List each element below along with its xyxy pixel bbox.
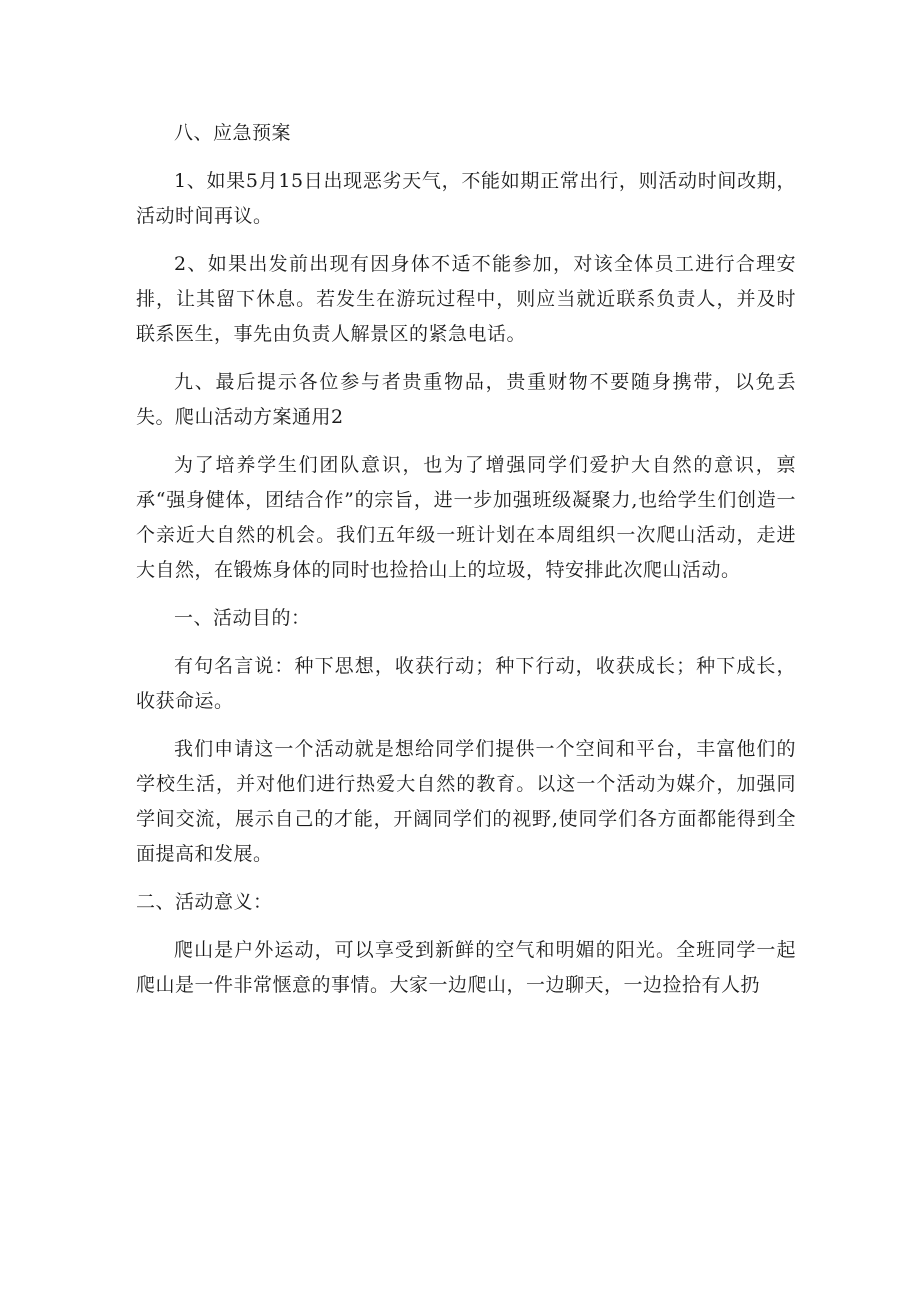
paragraph-final-reminder: 九、最后提示各位参与者贵重物品，贵重财物不要随身携带，以免丢失。爬山活动方案通用2 — [136, 371, 796, 428]
paragraph-heading-purpose: 一、活动目的： — [174, 607, 311, 629]
paragraph-significance-detail: 爬山是户外运动，可以享受到新鲜的空气和明媚的阳光。全班同学一起爬山是一件非常惬意的事情。大家一边爬山，一边聊天，一边捡拾有人扔 — [136, 939, 796, 996]
paragraph-emergency-item-1: 1、如果5月15日出现恶劣天气，不能如期正常出行，则活动时间改期，活动时间再议。 — [136, 170, 796, 227]
paragraph-intro: 为了培养学生们团队意识，也为了增强同学们爱护大自然的意识，禀承“强身健体，团结合作”的宗旨，进一步加强班级凝聚力,也给学生们创造一个亲近大自然的机会。我们五年级一班计划在本周组织一次爬山活动，走进大自然，在锻炼身体的同时也捡拾山上的垃圾，特安排此次爬山活动。 — [136, 454, 796, 581]
paragraph-heading-significance: 二、活动意义： — [136, 891, 273, 913]
paragraph-heading-emergency-plan: 八、应急预案 — [174, 122, 292, 144]
paragraph-quote: 有句名言说：种下思想，收获行动；种下行动，收获成长；种下成长，收获命运。 — [136, 655, 796, 712]
paragraph-purpose-detail: 我们申请这一个活动就是想给同学们提供一个空间和平台，丰富他们的学校生活，并对他们进行热爱大自然的教育。以这一个活动为媒介，加强同学间交流，展示自己的才能，开阔同学们的视野,使同学们各方面都能得到全面提高和发展。 — [136, 738, 796, 865]
document-body — [136, 116, 796, 1016]
paragraph-emergency-item-2: 2、如果出发前出现有因身体不适不能参加，对该全体员工进行合理安排，让其留下休息。若发生在游玩过程中，则应当就近联系负责人，并及时联系医生，事先由负责人解景区的紧急电话。 — [136, 253, 796, 345]
